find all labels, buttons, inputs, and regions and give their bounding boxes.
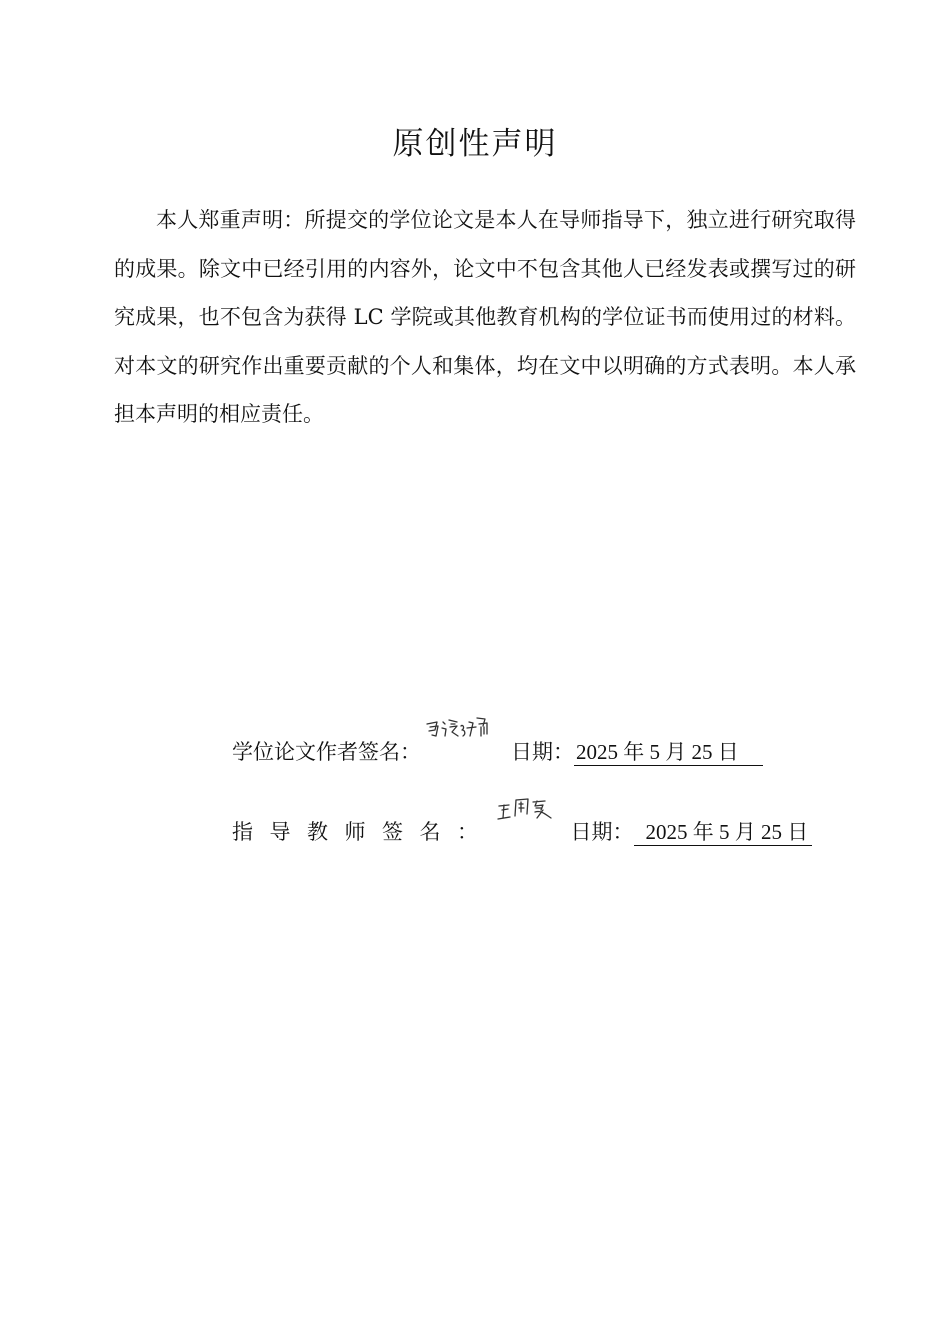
- advisor-date-value: 2025 年 5 月 25 日: [634, 819, 813, 846]
- page-title: 原创性声明: [392, 126, 558, 162]
- advisor-signature-image: [495, 792, 565, 832]
- author-handwritten-signature: [421, 726, 497, 766]
- advisor-signature-label: 指导教师签名：: [232, 820, 495, 844]
- author-signature-row: [232, 726, 763, 766]
- declaration-text: 本人郑重声明：所提交的学位论文是本人在导师指导下，独立进行研究取得的成果。除文中已经引用的内容外，论文中不包含其他人已经发表或撰写过的研究成果，也不包含为获得 LC 学院或其他教育机构的学位证书而使用过的材料。对本文的研究作出重要贡献的个人和集体，均在文中以明确的方式表明。本人承担本声明的相应责任。: [114, 208, 856, 427]
- author-signature-label: 学位论文作者签名：: [232, 740, 421, 764]
- advisor-date-label: 日期：: [570, 820, 634, 844]
- author-date-value: 2025 年 5 月 25 日: [574, 739, 763, 766]
- advisor-signature-row: [232, 806, 812, 846]
- author-date-label: 日期：: [511, 740, 574, 764]
- author-signature-image: [421, 712, 497, 752]
- advisor-handwritten-signature: [495, 806, 565, 846]
